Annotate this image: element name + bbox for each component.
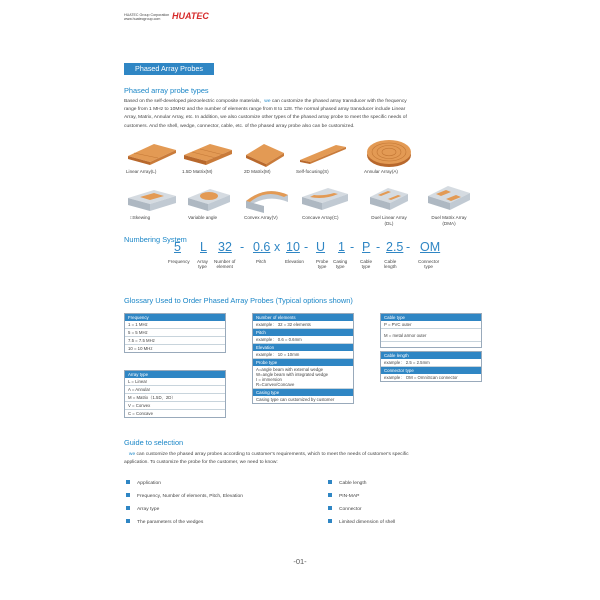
guide-item-text: PIN-MAP — [339, 494, 360, 499]
label-variable-angle: Variable angle — [188, 215, 218, 220]
code-elements — [218, 240, 232, 254]
probe-types-heading: Phased array probe types — [124, 86, 209, 95]
guide-right-item — [328, 506, 362, 512]
guide-item-text: Frequency, Number of elements, Pitch, Elevation — [137, 494, 243, 499]
bullet-square-icon — [126, 519, 130, 523]
label-cable-length: Cable length — [384, 259, 397, 270]
label-linear-array: Linear Array(L) — [126, 169, 157, 174]
glossary-cable-type-row: P = PVC outer — [381, 321, 481, 329]
glossary-probe-type-text: A=angle beam with external wedge W=angle beam with integrated wedge I = immersion R=Convex/Concave — [253, 366, 353, 389]
label-array-type: Array type — [197, 259, 208, 270]
label-matrix-1-5d: 1.5D Matrix(M) — [182, 169, 213, 174]
glossary-connector-type-example: example： OM = OmniScan connector — [384, 375, 458, 380]
header-company-info — [124, 13, 169, 22]
label-elevation: Elevation — [285, 259, 304, 264]
code-cable-type-value: P — [362, 240, 371, 254]
label-dual-matrix-array: Duel Matrix Array (DMA) — [431, 215, 467, 226]
glossary-array-type-title: Array type — [125, 371, 225, 378]
label-probe-type: Probe type — [316, 259, 329, 270]
glossary-array-type-row: L = Linear — [125, 378, 225, 386]
company-line: HUATEC Group Corporation — [124, 13, 170, 17]
website-line: www.huatecgroup.com — [124, 17, 161, 22]
glossary-connector-type-title: Connector type — [381, 367, 481, 374]
bullet-square-icon — [126, 506, 130, 510]
label-connector-type: Connector type — [418, 259, 440, 270]
code-elevation-value: 10 — [286, 240, 300, 254]
glossary-array-type-row: V = Convex — [125, 402, 225, 410]
guide-right-item — [328, 480, 366, 486]
label-concave-array: Concave Array(C) — [302, 215, 339, 220]
dual-linear-array-image — [366, 182, 412, 214]
glossary-middle-table — [252, 313, 354, 404]
concave-array-image — [298, 184, 352, 214]
guide-item-text: Application — [137, 481, 161, 486]
glossary-cable-type-table — [380, 313, 482, 348]
glossary-heading: Glossary Used to Order Phased Array Probes (Typical options shown) — [124, 296, 353, 305]
glossary-cable-type-title: Cable type — [381, 314, 481, 321]
intro-text: Based on the self-developed piezoelectric composite materials， — [124, 99, 265, 104]
bullet-square-icon — [328, 480, 332, 484]
glossary-cable-type-spacer — [381, 342, 481, 347]
label-skewing: □Skewing — [130, 215, 151, 220]
code-pitch — [253, 240, 270, 254]
glossary-frequency-table — [124, 313, 226, 353]
intro-line-2: range from 1 MHz to 10MHz and the number of elements range from 8 to 128. The normal phased array transducer include Linear — [124, 107, 406, 113]
intro-line-4: customers. And the shell, wedge, connector, cable, etc. of the phased array probe also can be customized. — [124, 123, 355, 129]
glossary-frequency-row: 5 = 5 MHz — [125, 329, 225, 337]
guide-intro — [124, 451, 484, 467]
glossary-cable-length-title: Cable length — [381, 352, 481, 359]
code-elevation — [286, 240, 300, 254]
code-cable-type — [362, 240, 370, 254]
bullet-square-icon — [328, 506, 332, 510]
probe-types-intro — [124, 98, 484, 131]
label-number-of-element: Number of element — [214, 259, 236, 270]
code-connector-type — [420, 240, 440, 254]
code-x: x — [274, 240, 281, 254]
glossary-pitch-title: Pitch — [253, 329, 353, 336]
glossary-frequency-row: 10 = 10 MHz — [128, 346, 153, 351]
label-cable-type: Cable type — [360, 259, 373, 270]
guide-heading: Guide to selection — [124, 438, 184, 447]
code-cable-length — [386, 240, 403, 254]
code-dash-1: - — [240, 240, 245, 254]
code-array-type — [200, 240, 207, 254]
annular-array-image — [364, 136, 414, 170]
guide-item-text: Cable length — [339, 481, 367, 486]
label-matrix-2d: 2D Matrix(M) — [244, 169, 271, 174]
glossary-cable-type-row: M = metal armor outer — [381, 329, 481, 342]
label-dual-linear-array: Duel Linear Array (DL) — [371, 215, 407, 226]
glossary-array-type-row: A = Annular — [125, 386, 225, 394]
dual-matrix-array-image — [424, 180, 474, 214]
logo-text: HUATEC — [172, 11, 209, 21]
code-elements-value: 32 — [218, 240, 232, 254]
code-pitch-value: 0.6 — [253, 240, 271, 254]
intro-line-3: Array, Matrix, Annular Array, etc. In addition, we also customize other types of the phased array probe to meet the specific needs of — [124, 115, 407, 121]
code-dash-2: - — [304, 240, 309, 254]
guide-item-text: Limited dimension of shell — [339, 520, 396, 525]
intro-text-after: can customize the phased array transducer with the frequency — [270, 99, 407, 104]
code-dash-5: - — [406, 240, 411, 254]
glossary-array-type-table — [124, 370, 226, 418]
label-frequency: Frequency — [168, 259, 190, 264]
glossary-elevation-example: example： 10 = 10mm — [253, 351, 353, 359]
label-annular-array: Annular Array(A) — [364, 169, 398, 174]
glossary-cable-length-example: example： 2.5 = 2.5mm — [381, 359, 481, 367]
code-frequency — [174, 240, 181, 254]
matrix-2d-image — [240, 139, 290, 169]
guide-right-item — [328, 493, 359, 499]
code-array-type-value: L — [200, 240, 207, 254]
guide-left-item — [126, 506, 159, 512]
matrix-1-5d-image — [180, 140, 236, 168]
glossary-probe-type-title: Probe type — [253, 359, 353, 366]
guide-left-item — [126, 519, 203, 525]
bullet-square-icon — [328, 493, 332, 497]
glossary-casing-type-text: Casing type can customized by customer — [256, 397, 335, 402]
section-title: Phased Array Probes — [124, 63, 214, 75]
code-casing-type-value: 1 — [338, 240, 345, 254]
code-casing-type — [338, 240, 345, 254]
glossary-frequency-row: 7.5 = 7.5 MHz — [125, 337, 225, 345]
glossary-elements-title: Number of elements — [253, 314, 353, 321]
code-cable-length-value: 2.5 — [386, 240, 404, 254]
glossary-array-type-row: C = Concave — [128, 411, 153, 416]
numbering-heading: Numbering System — [124, 235, 187, 244]
code-probe-type — [316, 240, 325, 254]
bullet-square-icon — [126, 493, 130, 497]
guide-right-item — [328, 519, 395, 525]
page-number: -01- — [293, 557, 307, 566]
glossary-frequency-row: 1 = 1 MHz — [125, 321, 225, 329]
guide-line-2: application. To customize the probe for the customer, we need to know: — [124, 460, 278, 466]
guide-we: we — [128, 452, 136, 457]
bullet-square-icon — [126, 480, 130, 484]
intro-we: we — [264, 99, 271, 104]
label-convex-array: Convex Array(V) — [244, 215, 278, 220]
guide-left-item — [126, 480, 161, 486]
bullet-square-icon — [328, 519, 332, 523]
variable-angle-image — [182, 184, 236, 214]
glossary-elevation-title: Elevation — [253, 344, 353, 351]
glossary-cable-length-table — [380, 351, 482, 382]
guide-left-item — [126, 493, 243, 499]
glossary-elements-example: example： 32 = 32 elements — [253, 321, 353, 329]
label-casing-type: Casing type — [333, 259, 348, 270]
code-frequency-value: 5 — [174, 240, 181, 254]
convex-array-image — [240, 183, 294, 215]
self-focusing-image — [296, 141, 350, 167]
code-dash-3: - — [350, 240, 355, 254]
huatec-logo — [172, 11, 210, 21]
code-probe-type-value: U — [316, 240, 326, 254]
guide-item-text: Connector — [339, 507, 362, 512]
guide-line-1: can customize the phased array probes according to customer's requirements, which to meet the needs of customer's specific — [135, 452, 409, 457]
glossary-array-type-row: M = Matrix（1.5D、2D） — [125, 394, 225, 402]
linear-array-image — [124, 140, 180, 168]
glossary-pitch-example: example： 0.6 = 0.6mm — [253, 336, 353, 344]
label-self-focusing: Self-focusing(S) — [296, 169, 329, 174]
glossary-frequency-title: Frequency — [125, 314, 225, 321]
label-pitch: Pitch — [256, 259, 267, 264]
label-skewing-text: Skewing — [132, 215, 151, 220]
code-dash-4: - — [376, 240, 381, 254]
glossary-casing-type-title: Casing type — [253, 389, 353, 396]
guide-item-text: The parameters of the wedges — [137, 520, 204, 525]
code-connector-type-value: OM — [420, 240, 441, 254]
skewing-image — [124, 186, 180, 214]
guide-item-text: Array type — [137, 507, 160, 512]
